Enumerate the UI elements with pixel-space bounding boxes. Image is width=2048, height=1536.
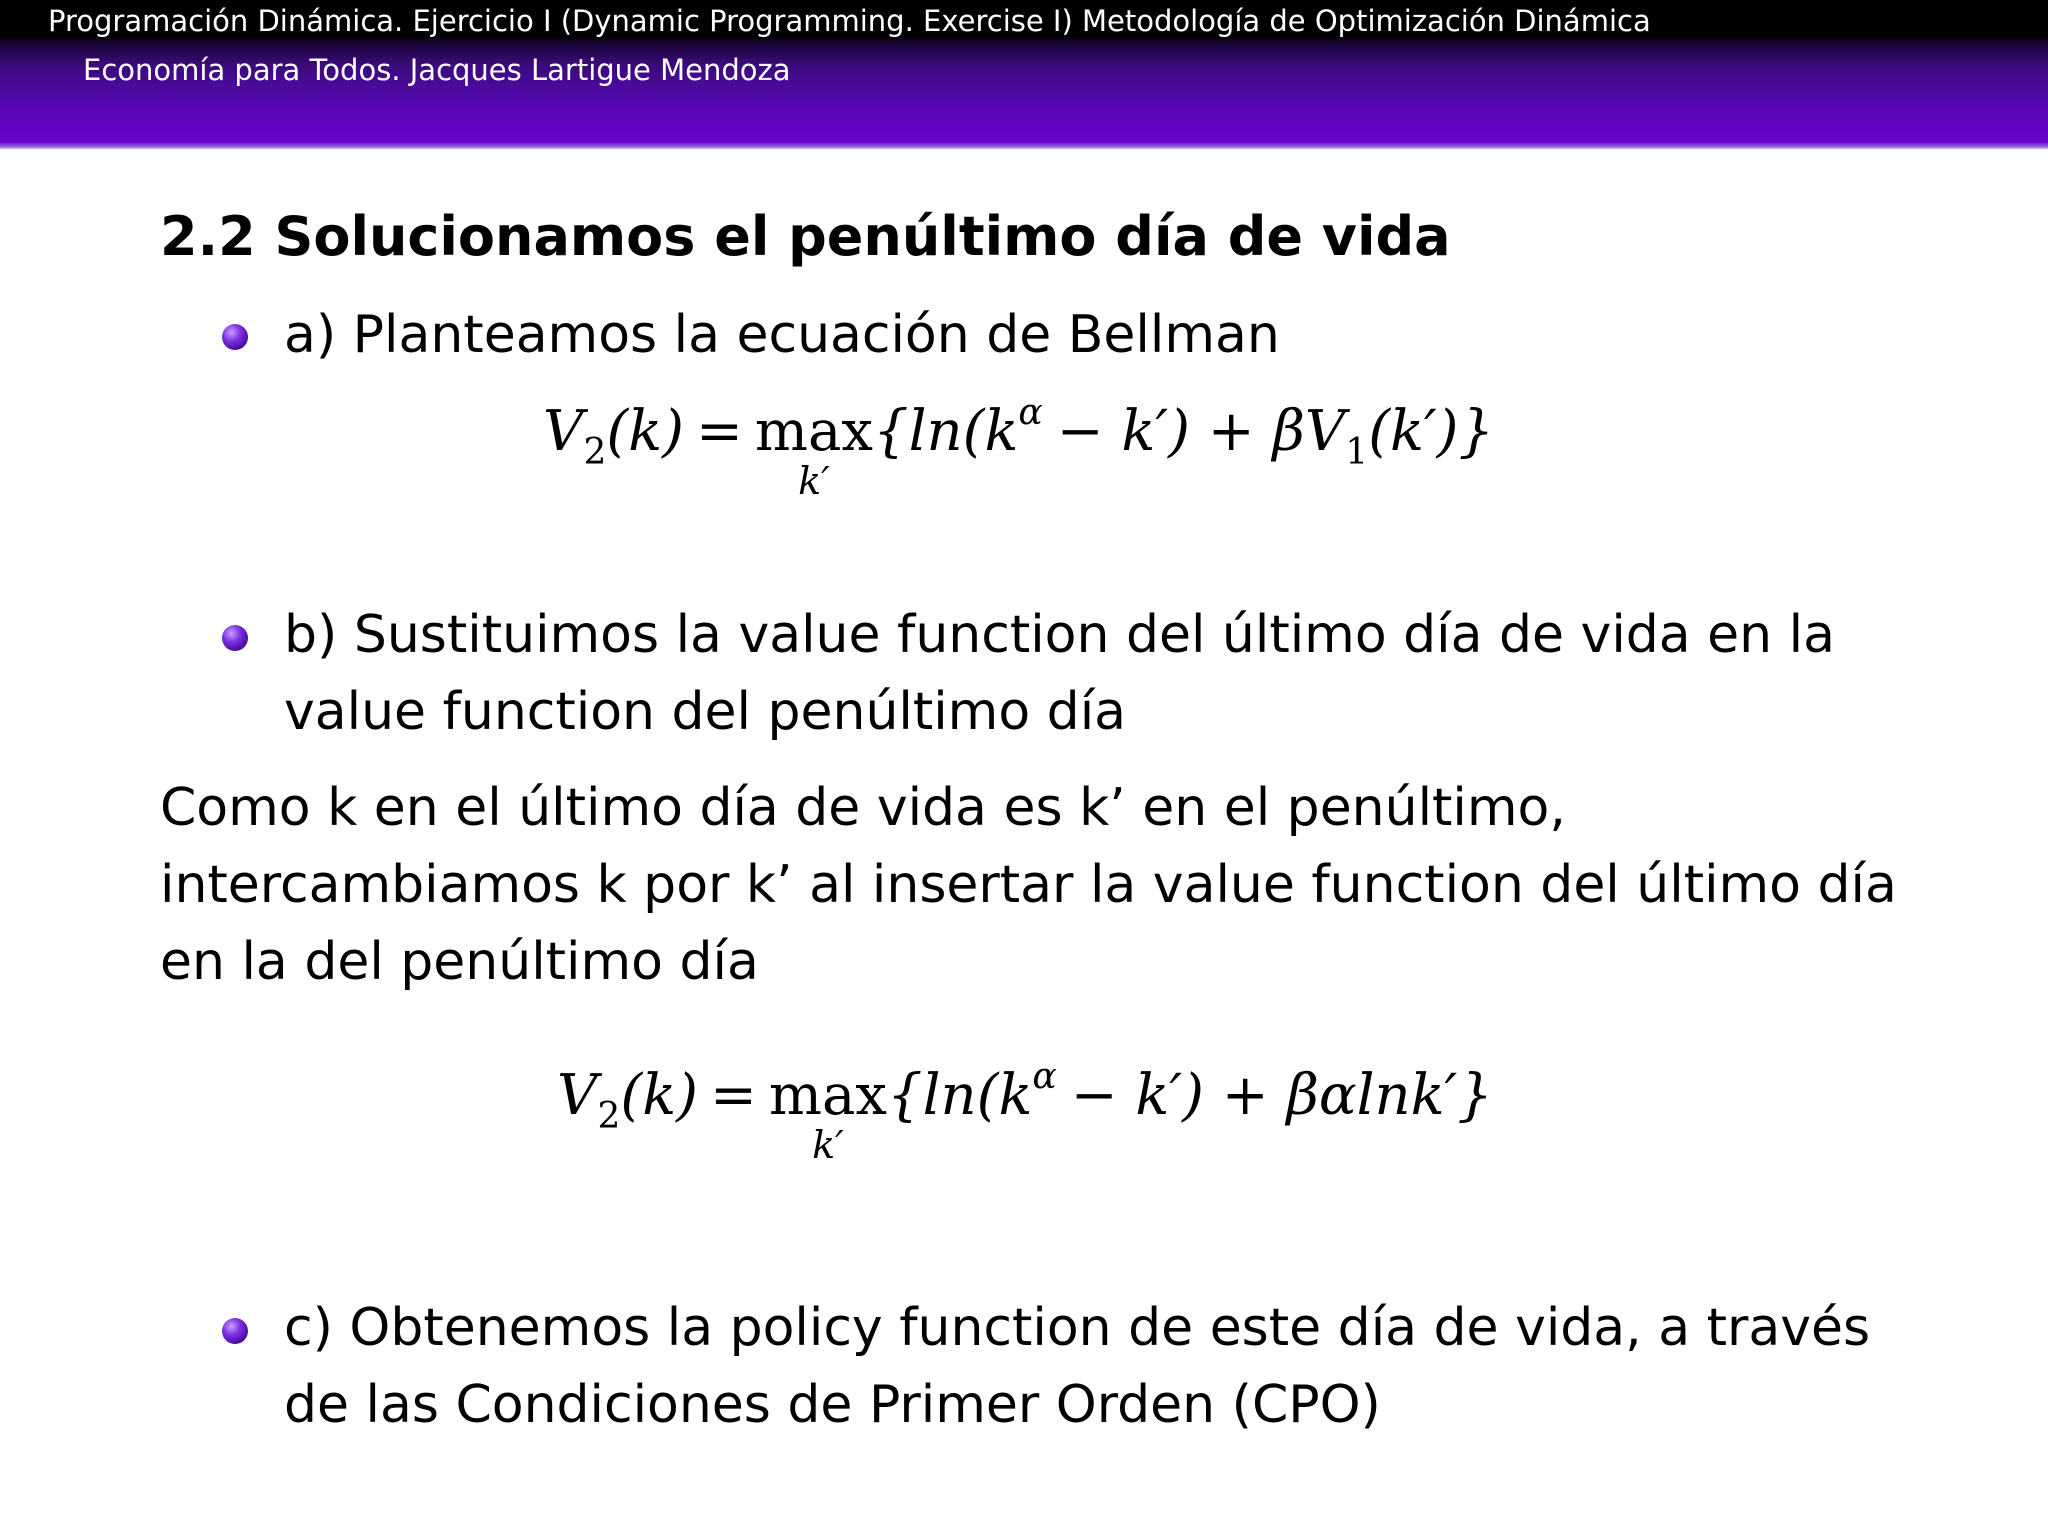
equation-bellman <box>543 392 1495 503</box>
eq2-max: max <box>768 1063 887 1128</box>
eq1-max: max <box>754 399 873 464</box>
eq1-body-v: V <box>1304 399 1346 464</box>
bullet-b <box>284 597 1924 751</box>
eq2-lhs-sub: 2 <box>597 1096 621 1137</box>
eq1-body-mid: − k′) + β <box>1056 399 1305 464</box>
eq1-body-end: (k′)} <box>1368 399 1495 464</box>
eq2-max-subscript: k′ <box>812 1123 844 1167</box>
paragraph-line2: intercambiamos k por k’ al insertar la value function del último día <box>160 855 1897 915</box>
bullet-icon <box>222 324 248 350</box>
bullet-b-line2: value function del penúltimo día <box>284 682 1127 742</box>
eq2-max-operator <box>768 1063 887 1167</box>
eq2-body-sup: α <box>1032 1056 1057 1097</box>
paragraph-line1: Como k en el último día de vida es k’ en el penúltimo, <box>160 778 1566 838</box>
eq2-equals: = <box>710 1063 757 1128</box>
eq2-body-ln: {ln(k <box>887 1063 1033 1128</box>
eq1-lhs-arg: (k) <box>606 399 684 464</box>
eq2-body-end: − k′) + βαlnk′} <box>1070 1063 1493 1128</box>
eq1-body-sub: 1 <box>1345 432 1369 473</box>
header-presentation-title: Programación Dinámica. Ejercicio I (Dynamic Programming. Exercise I) Metodología de Optimización Dinámica <box>48 4 1651 38</box>
section-title: 2.2 Solucionamos el penúltimo día de vida <box>160 205 1451 268</box>
explanation-paragraph <box>160 770 1980 1001</box>
bullet-icon <box>222 625 248 651</box>
bullet-a: a) Planteamos la ecuación de Bellman <box>284 305 1280 365</box>
equation-substituted <box>557 1056 1493 1167</box>
eq2-lhs-v: V <box>557 1063 598 1128</box>
bullet-icon <box>222 1318 248 1344</box>
eq2-lhs-arg: (k) <box>620 1063 698 1128</box>
eq1-max-subscript: k′ <box>798 459 830 503</box>
bullet-c-line2: de las Condiciones de Primer Orden (CPO) <box>284 1375 1381 1435</box>
header-author: Economía para Todos. Jacques Lartigue Mendoza <box>83 53 791 87</box>
header-bar <box>0 0 2048 150</box>
eq1-equals: = <box>696 399 743 464</box>
eq1-lhs-sub: 2 <box>583 432 607 473</box>
bullet-b-line1: b) Sustituimos la value function del último día de vida en la <box>284 605 1835 665</box>
eq1-body-ln: {ln(k <box>873 399 1019 464</box>
bullet-c <box>284 1290 1924 1444</box>
eq1-max-operator <box>754 399 873 503</box>
eq1-lhs-v: V <box>543 399 584 464</box>
bullet-c-line1: c) Obtenemos la policy function de este día de vida, a través <box>284 1298 1871 1358</box>
paragraph-line3: en la del penúltimo día <box>160 932 759 992</box>
eq1-body-sup: α <box>1018 392 1043 433</box>
